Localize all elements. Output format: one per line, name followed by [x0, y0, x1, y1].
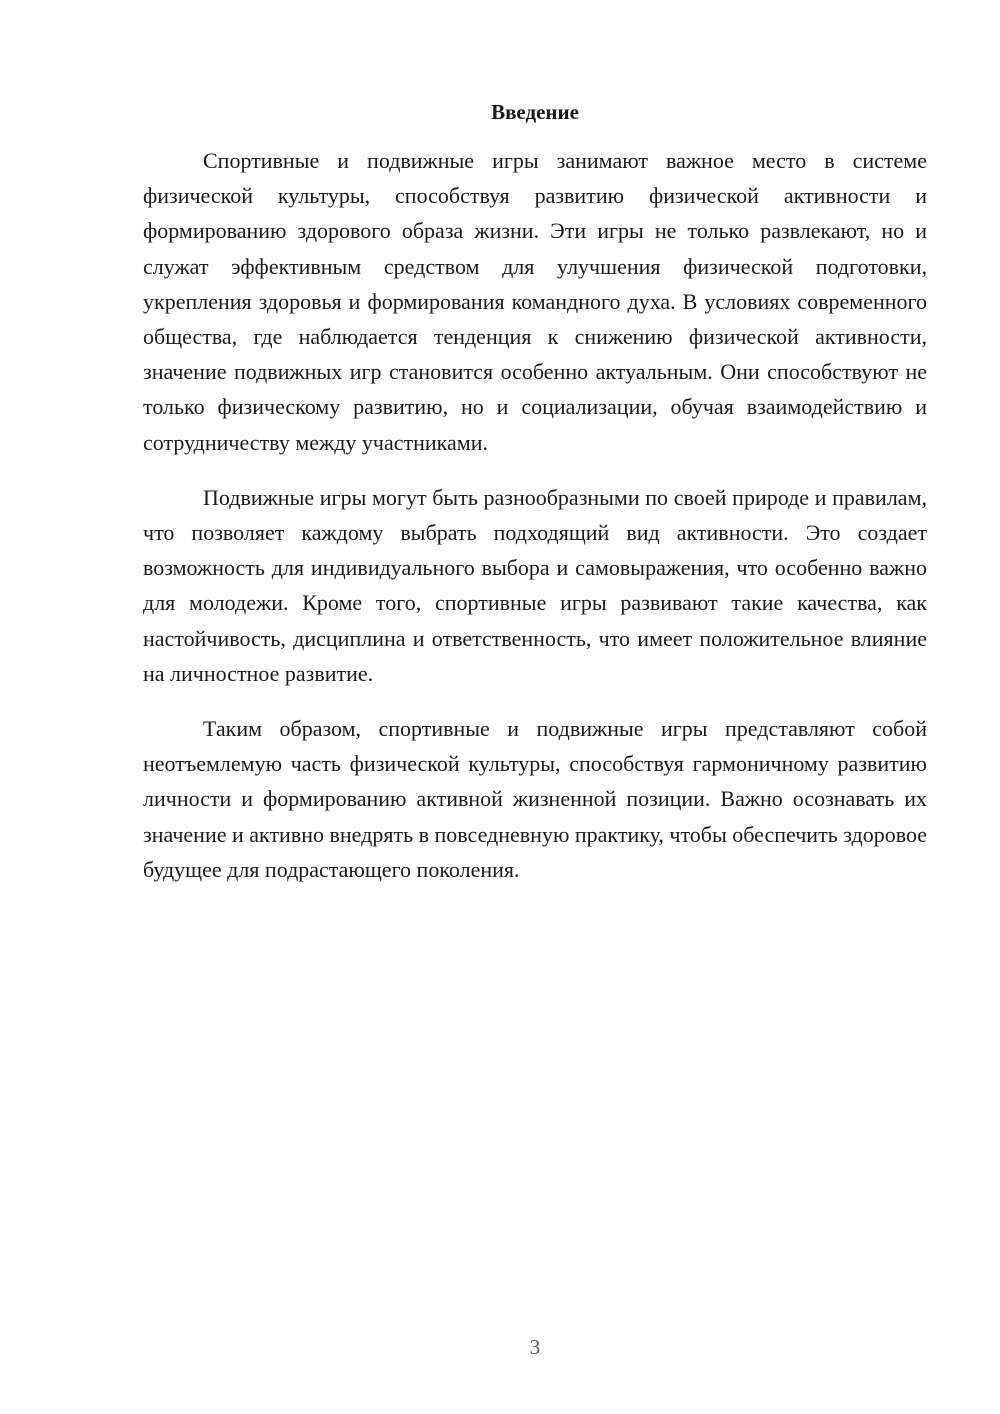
paragraph-1: Спортивные и подвижные игры занимают важное место в системе физической культуры, способствуя развитию физической активности и формированию здорового образа жизни. Эти игры не только развлекают, но и служат эффективным средством для улучшения физической подготовки, укрепления здоровья и формирования командного духа. В условиях современного общества, где наблюдается тенденция к снижению физической активности, значение подвижных игр становится особенно актуальным. Они способствуют не только физическому развитию, но и социализации, обучая взаимодействию и сотрудничеству между участниками. — [143, 148, 927, 455]
body-text — [143, 143, 927, 887]
page-title: Введение — [491, 100, 579, 124]
paragraph-3: Таким образом, спортивные и подвижные игры представляют собой неотъемлемую часть физической культуры, способствуя гармоничному развитию личности и формированию активной жизненной позиции. Важно осознавать их значение и активно внедрять в повседневную практику, чтобы обеспечить здоровое будущее для подрастающего поколения. — [143, 716, 927, 882]
paragraph-2: Подвижные игры могут быть разнообразными по своей природе и правилам, что позволяет каждому выбрать подходящий вид активности. Это создает возможность для индивидуального выбора и самовыражения, что особенно важно для молодежи. Кроме того, спортивные игры развивают такие качества, как настойчивость, дисциплина и ответственность, что имеет положительное влияние на личностное развитие. — [143, 484, 927, 686]
page-number: 3 — [529, 1335, 541, 1359]
